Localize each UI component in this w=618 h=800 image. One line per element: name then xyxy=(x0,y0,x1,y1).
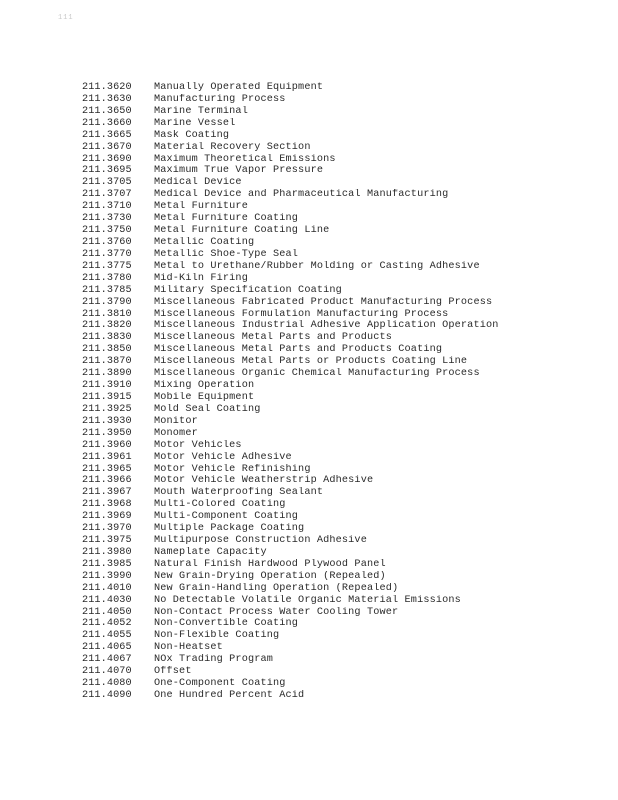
defined-term: Motor Vehicle Weatherstrip Adhesive xyxy=(154,475,374,487)
section-number: 211.3760 xyxy=(82,236,132,248)
defined-term: Non-Flexible Coating xyxy=(154,630,280,642)
defined-term: Multipurpose Construction Adhesive xyxy=(154,535,367,547)
section-number: 211.3850 xyxy=(82,344,132,356)
definition-row xyxy=(82,511,602,523)
section-number: 211.3970 xyxy=(82,523,132,535)
definition-row xyxy=(82,630,602,642)
definition-row xyxy=(82,499,602,511)
defined-term: Miscellaneous Metal Parts and Products Coating xyxy=(154,344,443,356)
section-number: 211.3750 xyxy=(82,225,132,237)
defined-term: Metal to Urethane/Rubber Molding or Casting Adhesive xyxy=(154,260,480,272)
section-number: 211.3966 xyxy=(82,475,132,487)
section-number: 211.3730 xyxy=(82,213,132,225)
defined-term: NOx Trading Program xyxy=(154,654,274,666)
section-number: 211.3969 xyxy=(82,511,132,523)
defined-term: Mouth Waterproofing Sealant xyxy=(154,487,324,499)
section-number: 211.3770 xyxy=(82,248,132,260)
definition-row xyxy=(82,106,602,118)
section-number: 211.3968 xyxy=(82,499,132,511)
definition-row xyxy=(82,404,602,416)
definition-row xyxy=(82,523,602,535)
section-number: 211.3665 xyxy=(82,129,132,141)
definition-row xyxy=(82,213,602,225)
defined-term: Miscellaneous Organic Chemical Manufacturing Process xyxy=(154,368,480,380)
definition-row xyxy=(82,249,602,261)
defined-term: Motor Vehicles xyxy=(154,439,242,451)
defined-term: Miscellaneous Metal Parts or Products Coating Line xyxy=(154,356,468,368)
definition-row xyxy=(82,94,602,106)
defined-term: Multiple Package Coating xyxy=(154,523,305,535)
section-number: 211.3810 xyxy=(82,308,132,320)
defined-term: Metal Furniture Coating xyxy=(154,213,299,225)
definition-row xyxy=(82,487,602,499)
definition-row xyxy=(82,297,602,309)
defined-term: Mid-Kiln Firing xyxy=(154,272,248,284)
section-number: 211.3620 xyxy=(82,82,132,93)
section-number: 211.3985 xyxy=(82,558,132,570)
defined-term: One-Component Coating xyxy=(154,678,286,690)
section-number: 211.3695 xyxy=(82,165,132,177)
definition-row xyxy=(82,642,602,654)
defined-term: Monitor xyxy=(154,415,198,427)
defined-term: Metal Furniture xyxy=(154,201,248,213)
section-number: 211.3707 xyxy=(82,189,132,201)
defined-term: Nameplate Capacity xyxy=(154,546,267,558)
definition-row xyxy=(82,607,602,619)
definition-row xyxy=(82,654,602,666)
definition-row xyxy=(82,237,602,249)
defined-term: Marine Vessel xyxy=(154,117,236,129)
section-number: 211.3870 xyxy=(82,356,132,368)
section-number: 211.3910 xyxy=(82,380,132,392)
defined-term: One Hundred Percent Acid xyxy=(154,690,305,700)
definition-row xyxy=(82,464,602,476)
defined-term: Manufacturing Process xyxy=(154,93,286,105)
definition-row xyxy=(82,130,602,142)
definition-row xyxy=(82,559,602,571)
definition-row xyxy=(82,618,602,630)
definition-row xyxy=(82,678,602,690)
section-number: 211.3790 xyxy=(82,296,132,308)
defined-term: Non-Heatset xyxy=(154,642,223,654)
definition-row xyxy=(82,344,602,356)
definition-row xyxy=(82,82,602,94)
definition-row xyxy=(82,154,602,166)
definition-row xyxy=(82,595,602,607)
definition-row xyxy=(82,428,602,440)
section-number: 211.3925 xyxy=(82,403,132,415)
defined-term: Multi-Component Coating xyxy=(154,511,299,523)
section-number: 211.4070 xyxy=(82,666,132,678)
definition-row xyxy=(82,285,602,297)
defined-term: Marine Terminal xyxy=(154,105,248,117)
definition-row xyxy=(82,165,602,177)
defined-term: Natural Finish Hardwood Plywood Panel xyxy=(154,558,386,570)
section-number: 211.4055 xyxy=(82,630,132,642)
section-number: 211.3690 xyxy=(82,153,132,165)
definition-row xyxy=(82,320,602,332)
section-number: 211.3660 xyxy=(82,117,132,129)
section-number: 211.3820 xyxy=(82,320,132,332)
defined-term: Motor Vehicle Refinishing xyxy=(154,463,311,475)
definition-row xyxy=(82,547,602,559)
defined-term: Mixing Operation xyxy=(154,380,255,392)
section-number: 211.4065 xyxy=(82,642,132,654)
definition-row xyxy=(82,201,602,213)
defined-term: Mobile Equipment xyxy=(154,391,255,403)
section-number: 211.3830 xyxy=(82,332,132,344)
definition-row xyxy=(82,380,602,392)
definition-row xyxy=(82,583,602,595)
section-number: 211.3961 xyxy=(82,451,132,463)
section-number: 211.3975 xyxy=(82,535,132,547)
defined-term: Miscellaneous Fabricated Product Manufacturing Process xyxy=(154,296,493,308)
definition-row xyxy=(82,273,602,285)
definition-row xyxy=(82,225,602,237)
definition-row xyxy=(82,452,602,464)
section-number: 211.3967 xyxy=(82,487,132,499)
defined-term: Military Specification Coating xyxy=(154,284,342,296)
section-number: 211.3670 xyxy=(82,141,132,153)
section-number: 211.4067 xyxy=(82,654,132,666)
definition-row xyxy=(82,118,602,130)
definition-row xyxy=(82,666,602,678)
defined-term: Multi-Colored Coating xyxy=(154,499,286,511)
defined-term: Metallic Coating xyxy=(154,236,255,248)
section-number: 211.3705 xyxy=(82,177,132,189)
section-number: 211.4080 xyxy=(82,678,132,690)
definition-row xyxy=(82,690,602,699)
definition-row xyxy=(82,535,602,547)
definition-row xyxy=(82,189,602,201)
section-number: 211.3775 xyxy=(82,260,132,272)
defined-term: Offset xyxy=(154,666,192,678)
section-number: 211.3630 xyxy=(82,93,132,105)
defined-term: Manually Operated Equipment xyxy=(154,82,324,93)
definition-row xyxy=(82,440,602,452)
defined-term: Metallic Shoe-Type Seal xyxy=(154,248,299,260)
section-number: 211.3930 xyxy=(82,415,132,427)
definition-row xyxy=(82,571,602,583)
defined-term: Non-Contact Process Water Cooling Tower xyxy=(154,606,399,618)
section-number: 211.3950 xyxy=(82,427,132,439)
section-number: 211.4030 xyxy=(82,594,132,606)
section-number: 211.3980 xyxy=(82,546,132,558)
section-number: 211.3780 xyxy=(82,272,132,284)
section-number: 211.3915 xyxy=(82,391,132,403)
section-number: 211.4050 xyxy=(82,606,132,618)
defined-term: Non-Convertible Coating xyxy=(154,618,299,630)
section-number: 211.4052 xyxy=(82,618,132,630)
definition-row xyxy=(82,356,602,368)
defined-term: Medical Device xyxy=(154,177,242,189)
defined-term: New Grain-Handling Operation (Repealed) xyxy=(154,582,399,594)
defined-term: Medical Device and Pharmaceutical Manufacturing xyxy=(154,189,449,201)
defined-term: Monomer xyxy=(154,427,198,439)
definition-row xyxy=(82,392,602,404)
section-number: 211.3890 xyxy=(82,368,132,380)
defined-term: Mask Coating xyxy=(154,129,230,141)
section-number: 211.3965 xyxy=(82,463,132,475)
definition-row xyxy=(82,309,602,321)
definition-row xyxy=(82,475,602,487)
defined-term: New Grain-Drying Operation (Repealed) xyxy=(154,570,386,582)
defined-term: Metal Furniture Coating Line xyxy=(154,225,330,237)
defined-term: Miscellaneous Formulation Manufacturing Process xyxy=(154,308,449,320)
definition-row xyxy=(82,261,602,273)
defined-term: Motor Vehicle Adhesive xyxy=(154,451,292,463)
definition-row xyxy=(82,332,602,344)
section-number: 211.3650 xyxy=(82,105,132,117)
page-marker: 111 xyxy=(58,14,74,22)
section-number: 211.3960 xyxy=(82,439,132,451)
definition-row xyxy=(82,142,602,154)
defined-term: Maximum Theoretical Emissions xyxy=(154,153,336,165)
defined-term: Mold Seal Coating xyxy=(154,403,261,415)
defined-term: Miscellaneous Industrial Adhesive Application Operation xyxy=(154,320,499,332)
definition-row xyxy=(82,177,602,189)
section-number: 211.3785 xyxy=(82,284,132,296)
defined-term: Material Recovery Section xyxy=(154,141,311,153)
defined-term: No Detectable Volatile Organic Material Emissions xyxy=(154,594,461,606)
section-number: 211.3990 xyxy=(82,570,132,582)
defined-term: Miscellaneous Metal Parts and Products xyxy=(154,332,393,344)
definition-row xyxy=(82,416,602,428)
section-number: 211.3710 xyxy=(82,201,132,213)
section-number: 211.4010 xyxy=(82,582,132,594)
section-number: 211.4090 xyxy=(82,690,132,700)
defined-term: Maximum True Vapor Pressure xyxy=(154,165,324,177)
definitions-list xyxy=(82,82,602,699)
definition-row xyxy=(82,368,602,380)
